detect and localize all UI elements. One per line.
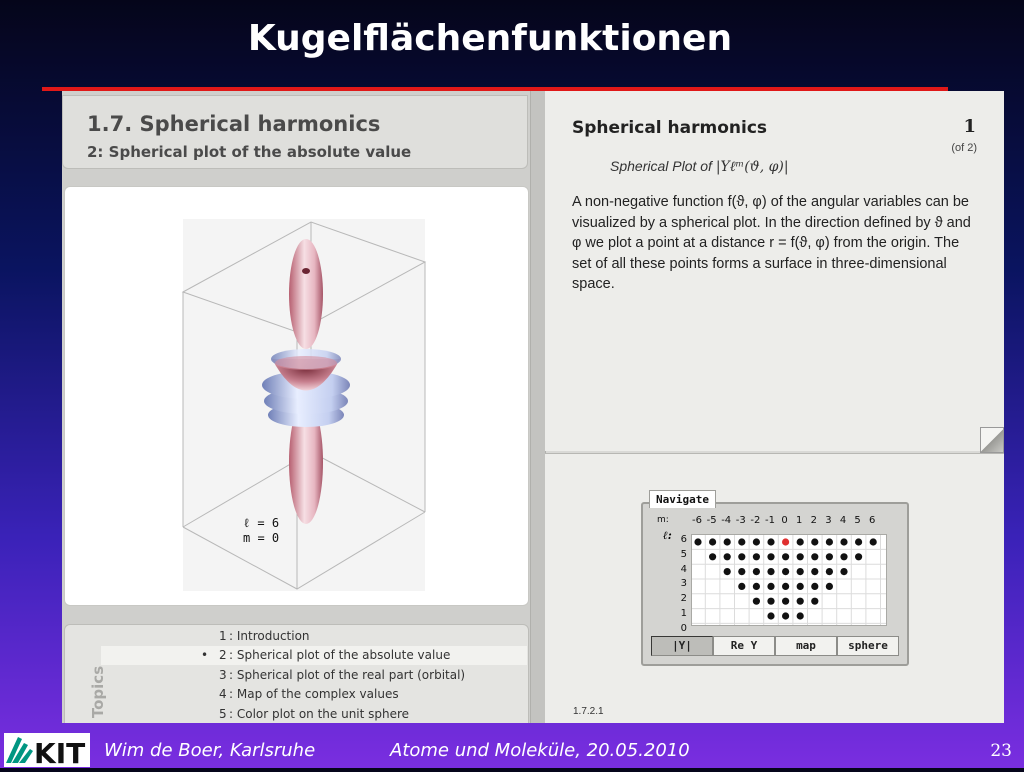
abs-y-button[interactable]: |Y| <box>651 636 713 656</box>
lm-dot[interactable] <box>738 568 745 575</box>
lm-dot[interactable] <box>753 553 760 560</box>
lm-dot[interactable] <box>738 553 745 560</box>
lm-dot[interactable] <box>870 538 877 545</box>
topic-number: 2 <box>219 648 227 662</box>
lm-dot[interactable] <box>855 553 862 560</box>
lm-dot[interactable] <box>753 568 760 575</box>
lm-dot[interactable] <box>724 553 731 560</box>
m-tick: 4 <box>839 515 847 526</box>
slide-footer <box>0 730 1024 768</box>
lm-dot[interactable] <box>767 598 774 605</box>
body-text: A non-negative function f(ϑ, φ) of the angular variables can be visualized by a spherical plot. In the direction defined by ϑ and φ we plot a point at a distance r = f(ϑ, φ) from the origin. The set of all these points forms a surface in three-dimensional space. <box>572 194 971 292</box>
page-turn-corner[interactable] <box>980 427 1004 453</box>
topic-item-4[interactable] <box>101 685 527 704</box>
footer-topic: Atome und Moleküle, 20.05.2010 <box>390 740 690 761</box>
view-buttons <box>651 636 901 656</box>
lm-dot[interactable] <box>738 538 745 545</box>
lm-dot[interactable] <box>811 538 818 545</box>
plot-l-label: ℓ = 6 <box>243 516 280 530</box>
plot-m-label: m = 0 <box>243 531 280 545</box>
lm-dot[interactable] <box>855 538 862 545</box>
topic-number: 5 <box>219 707 227 721</box>
m-axis-label: m: <box>657 515 669 525</box>
topic-item-2[interactable] <box>101 646 527 665</box>
topic-item-5[interactable] <box>101 705 527 723</box>
active-bullet: • <box>201 648 209 662</box>
lm-dot[interactable] <box>782 583 789 590</box>
lm-dot[interactable] <box>782 612 789 619</box>
lm-dot[interactable] <box>797 568 804 575</box>
topic-number: 4 <box>219 687 227 701</box>
section-header <box>62 95 528 169</box>
lm-dot[interactable] <box>840 538 847 545</box>
lm-dot[interactable] <box>811 568 818 575</box>
lm-dot[interactable] <box>826 583 833 590</box>
topic-number: 1 <box>219 629 227 643</box>
lm-dot[interactable] <box>826 538 833 545</box>
navigation-pane <box>545 453 1004 723</box>
formula-line <box>610 158 789 176</box>
lm-dot[interactable] <box>840 553 847 560</box>
app-window <box>62 91 1004 723</box>
lm-dot[interactable] <box>767 612 774 619</box>
m-tick: -2 <box>750 515 761 526</box>
m-tick: 3 <box>825 515 832 526</box>
m-tick: -3 <box>735 515 746 526</box>
m-tick: 1 <box>796 515 803 526</box>
l-tick: 0 <box>680 622 687 634</box>
page-number: 1 <box>963 116 976 137</box>
pane-divider[interactable] <box>530 91 546 723</box>
topic-number: 3 <box>219 668 227 682</box>
m-tick: -5 <box>706 515 717 526</box>
lm-dot[interactable] <box>826 553 833 560</box>
slide-number: 23 <box>990 741 1012 761</box>
map-button[interactable]: map <box>775 636 837 656</box>
kit-logo <box>4 733 90 767</box>
lm-dot[interactable] <box>767 538 774 545</box>
topics-label: Topics <box>89 665 107 719</box>
navigate-box <box>641 493 909 666</box>
l-axis-label: ℓ: <box>663 529 672 542</box>
lm-dot[interactable] <box>797 553 804 560</box>
lm-dot[interactable] <box>709 538 716 545</box>
top-lobe <box>289 239 323 349</box>
topic-label: : Spherical plot of the real part (orbital) <box>229 668 466 682</box>
footer-author: Wim de Boer, Karlsruhe <box>104 740 316 761</box>
lm-dot[interactable] <box>826 568 833 575</box>
formula-prefix: Spherical Plot of <box>610 158 716 174</box>
topics-panel <box>64 624 529 723</box>
lm-dot[interactable] <box>767 553 774 560</box>
lm-dot[interactable] <box>782 568 789 575</box>
lm-grid[interactable] <box>691 534 887 626</box>
slide-title: Kugelflächenfunktionen <box>247 18 733 59</box>
m-tick: 0 <box>781 515 788 526</box>
topic-label: : Introduction <box>229 629 310 643</box>
m-tick: -1 <box>765 515 775 526</box>
navigate-tab: Navigate <box>649 490 716 508</box>
m-tick: 5 <box>854 515 861 526</box>
lm-dot[interactable] <box>753 598 760 605</box>
section-subtitle: 2: Spherical plot of the absolute value <box>87 143 412 161</box>
lm-dot[interactable] <box>694 538 701 545</box>
lm-dot[interactable] <box>840 568 847 575</box>
kit-logo-text: KIT <box>34 737 86 767</box>
topic-label: : Spherical plot of the absolute value <box>229 648 451 662</box>
lm-grid-svg <box>692 535 886 625</box>
lm-dot[interactable] <box>767 583 774 590</box>
m-tick: 2 <box>810 515 817 526</box>
page-id: 1.7.2.1 <box>573 706 604 717</box>
l-tick: 3 <box>680 578 687 590</box>
l-tick: 5 <box>680 548 687 560</box>
text-pane <box>545 91 1004 451</box>
section-title: 1.7. Spherical harmonics <box>87 112 381 136</box>
lm-dot[interactable] <box>797 583 804 590</box>
spherical-plot-panel[interactable] <box>64 186 529 606</box>
lm-dot[interactable] <box>797 538 804 545</box>
re-y-button[interactable]: Re Y <box>713 636 775 656</box>
page-heading: Spherical harmonics <box>572 118 768 138</box>
lm-dot[interactable] <box>724 568 731 575</box>
topic-label: : Color plot on the unit sphere <box>229 707 410 721</box>
spherical-plot <box>65 187 528 605</box>
formula: |Yℓᵐ(ϑ, φ)| <box>715 159 789 175</box>
lm-dot[interactable] <box>767 568 774 575</box>
lm-dot[interactable] <box>724 538 731 545</box>
page-count: (of 2) <box>951 142 977 154</box>
l-tick: 4 <box>680 563 687 575</box>
lm-dot[interactable] <box>811 598 818 605</box>
topic-item-1[interactable] <box>101 627 527 646</box>
l-tick: 6 <box>680 534 687 545</box>
lm-dot[interactable] <box>797 598 804 605</box>
left-column <box>62 91 530 723</box>
sphere-button[interactable]: sphere <box>837 636 899 656</box>
lm-dot[interactable] <box>753 538 760 545</box>
lm-dot[interactable] <box>782 553 789 560</box>
m-tick: -6 <box>692 515 702 526</box>
lm-dot[interactable] <box>797 612 804 619</box>
l-tick: 2 <box>680 593 687 605</box>
lm-dot[interactable] <box>709 553 716 560</box>
lm-dot[interactable] <box>811 553 818 560</box>
m-tick: -4 <box>721 515 732 526</box>
lm-dot[interactable] <box>811 583 818 590</box>
lm-dot[interactable] <box>782 598 789 605</box>
lm-dot[interactable] <box>738 583 745 590</box>
selected-lm-dot[interactable] <box>782 538 789 545</box>
topic-label: : Map of the complex values <box>229 687 399 701</box>
topic-item-3[interactable] <box>101 666 527 685</box>
lm-dot[interactable] <box>753 583 760 590</box>
m-tick: 6 <box>869 515 876 526</box>
l-tick: 1 <box>680 608 687 619</box>
